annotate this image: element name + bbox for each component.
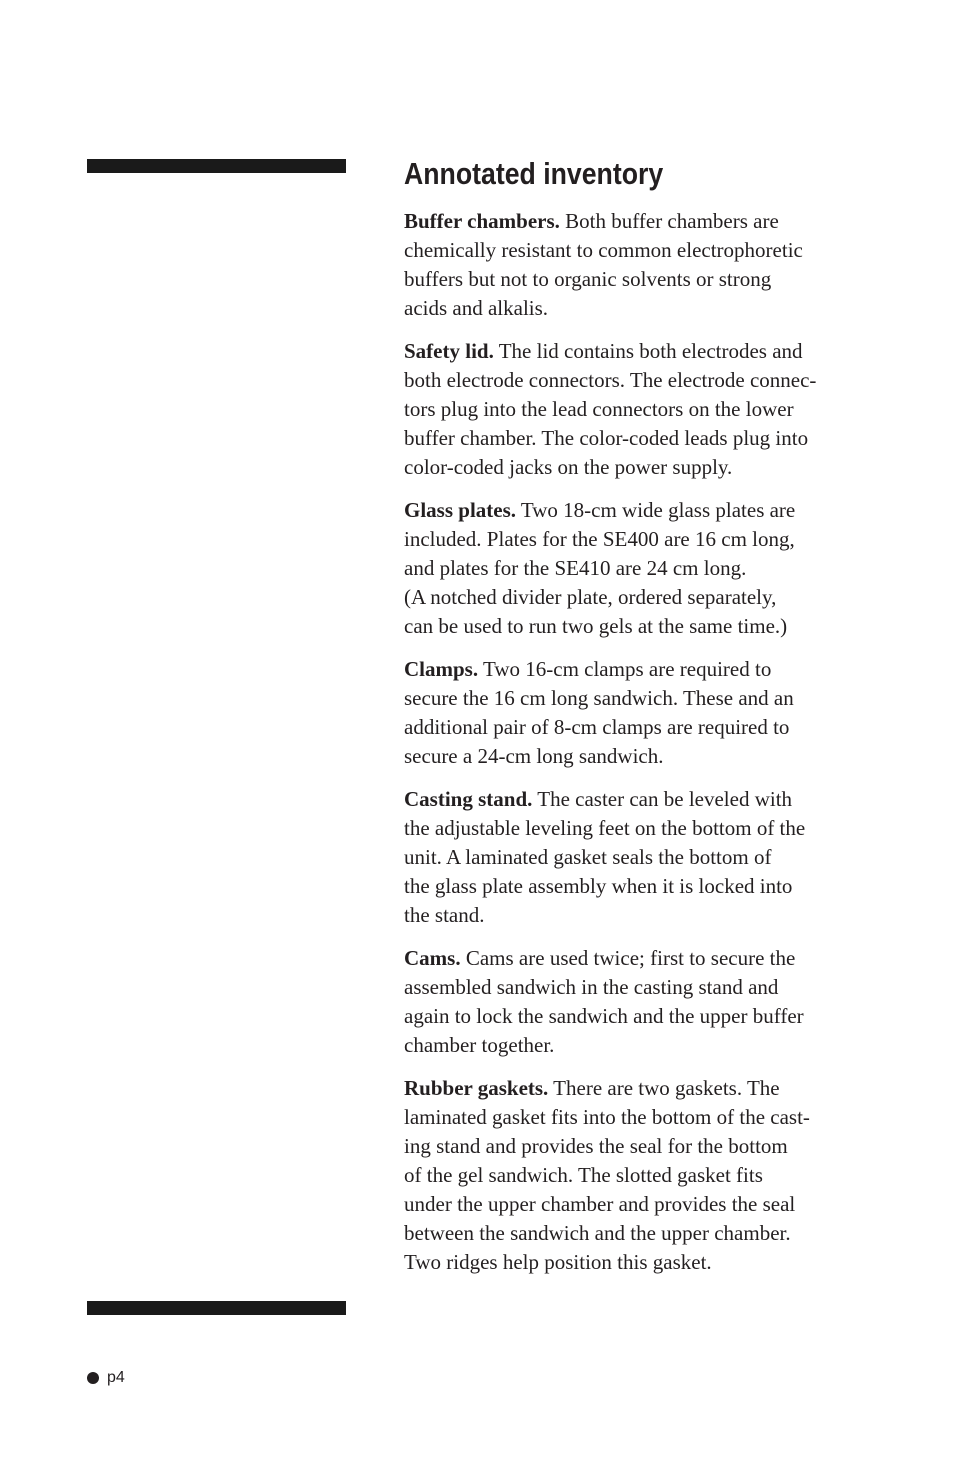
item-lead-term: Clamps. <box>404 657 479 681</box>
text-line <box>404 944 874 973</box>
item-description-text: chamber together. <box>404 1033 555 1057</box>
text-line <box>404 612 874 641</box>
text-line <box>404 265 874 294</box>
text-line <box>404 525 874 554</box>
item-description-text: the adjustable leveling feet on the bottom of the <box>404 816 806 840</box>
item-description-text: secure a 24-cm long sandwich. <box>404 744 664 768</box>
text-line <box>404 901 874 930</box>
item-lead-term: Safety lid. <box>404 339 494 363</box>
inventory-item <box>404 655 874 771</box>
text-line <box>404 872 874 901</box>
item-description-text: Two ridges help position this gasket. <box>404 1250 712 1274</box>
item-description-text: of the gel sandwich. The slotted gasket fits <box>404 1163 763 1187</box>
item-description-text: the stand. <box>404 903 485 927</box>
item-lead-term: Rubber gaskets. <box>404 1076 549 1100</box>
text-line <box>404 1002 874 1031</box>
item-description-text: buffers but not to organic solvents or strong <box>404 267 772 291</box>
item-description-text: between the sandwich and the upper chamber. <box>404 1221 791 1245</box>
text-line <box>404 207 874 236</box>
text-line <box>404 1074 874 1103</box>
item-description-text: again to lock the sandwich and the upper buffer <box>404 1004 804 1028</box>
item-description-text: chemically resistant to common electrophoretic <box>404 238 803 262</box>
item-description-text: There are two gaskets. The <box>548 1076 780 1100</box>
item-lead-term: Buffer chambers. <box>404 209 560 233</box>
item-description-text: (A notched divider plate, ordered separately, <box>404 585 777 609</box>
item-lead-term: Cams. <box>404 946 461 970</box>
item-lead-term: Casting stand. <box>404 787 533 811</box>
text-line <box>404 337 874 366</box>
item-description-text: Both buffer chambers are <box>559 209 779 233</box>
item-description-text: and plates for the SE410 are 24 cm long. <box>404 556 747 580</box>
inventory-item <box>404 496 874 641</box>
inventory-item <box>404 785 874 930</box>
text-line <box>404 294 874 323</box>
page-heading: Annotated inventory <box>404 156 664 191</box>
item-lead-term: Glass plates. <box>404 498 517 522</box>
text-line <box>404 1219 874 1248</box>
text-line <box>404 684 874 713</box>
text-line <box>404 496 874 525</box>
text-line <box>404 366 874 395</box>
inventory-item <box>404 207 874 323</box>
text-line <box>404 973 874 1002</box>
text-line <box>404 453 874 482</box>
item-description-text: laminated gasket fits into the bottom of the cast- <box>404 1105 810 1129</box>
item-description-text: Two 16-cm clamps are required to <box>478 657 772 681</box>
item-description-text: secure the 16 cm long sandwich. These and an <box>404 686 794 710</box>
text-line <box>404 713 874 742</box>
item-description-text: Two 18-cm wide glass plates are <box>516 498 796 522</box>
top-rule <box>87 159 346 173</box>
text-line <box>404 1190 874 1219</box>
item-description-text: unit. A laminated gasket seals the bottom of <box>404 845 772 869</box>
text-line <box>404 1031 874 1060</box>
item-description-text: additional pair of 8-cm clamps are required to <box>404 715 790 739</box>
inventory-list <box>404 207 874 1277</box>
page-number: p4 <box>107 1369 125 1386</box>
item-description-text: color-coded jacks on the power supply. <box>404 455 733 479</box>
text-line <box>404 655 874 684</box>
bottom-rule <box>87 1301 346 1315</box>
item-description-text: buffer chamber. The color-coded leads plug into <box>404 426 809 450</box>
text-line <box>404 814 874 843</box>
inventory-item <box>404 1074 874 1277</box>
text-line <box>404 1132 874 1161</box>
text-line <box>404 554 874 583</box>
text-line <box>404 395 874 424</box>
item-description-text: both electrode connectors. The electrode connec- <box>404 368 817 392</box>
item-description-text: assembled sandwich in the casting stand and <box>404 975 779 999</box>
inventory-item <box>404 944 874 1060</box>
text-line <box>404 843 874 872</box>
item-description-text: can be used to run two gels at the same time.) <box>404 614 788 638</box>
item-description-text: The caster can be leveled with <box>532 787 793 811</box>
main-content <box>404 152 874 1291</box>
text-line <box>404 1103 874 1132</box>
text-line <box>404 236 874 265</box>
item-description-text: Cams are used twice; first to secure the <box>460 946 796 970</box>
item-description-text: acids and alkalis. <box>404 296 549 320</box>
text-line <box>404 742 874 771</box>
text-line <box>404 785 874 814</box>
page-footer <box>87 1367 125 1389</box>
inventory-item <box>404 337 874 482</box>
text-line <box>404 1161 874 1190</box>
item-description-text: tors plug into the lead connectors on the lower <box>404 397 794 421</box>
item-description-text: ing stand and provides the seal for the bottom <box>404 1134 788 1158</box>
bullet-icon <box>87 1372 99 1384</box>
item-description-text: included. Plates for the SE400 are 16 cm long, <box>404 527 795 551</box>
item-description-text: under the upper chamber and provides the seal <box>404 1192 796 1216</box>
text-line <box>404 583 874 612</box>
item-description-text: The lid contains both electrodes and <box>493 339 803 363</box>
item-description-text: the glass plate assembly when it is locked into <box>404 874 793 898</box>
text-line <box>404 1248 874 1277</box>
text-line <box>404 424 874 453</box>
